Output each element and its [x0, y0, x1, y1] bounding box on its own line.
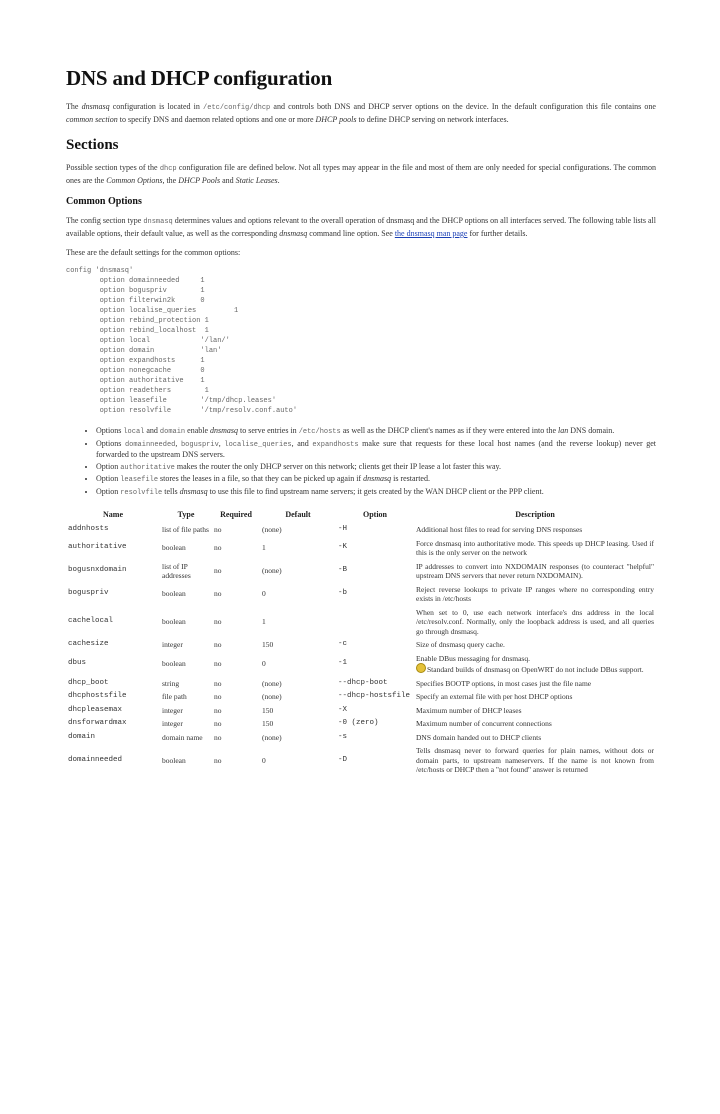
- table-row: [66, 583, 656, 606]
- cell-default: (none): [262, 566, 282, 576]
- warning-note-icon: [416, 663, 426, 673]
- cell-description: Force dnsmasq into authoritative mode. This speeds up DHCP leasing. Used if this is the only server on the network: [416, 538, 654, 557]
- table-row: [66, 704, 656, 718]
- cell-default: (none): [262, 678, 282, 688]
- cell-default: 150: [262, 705, 274, 715]
- list-item: • Option leasefile stores the leases in a file, so that they can be picked up again if dnsmasq is restarted.: [96, 474, 656, 486]
- intro-paragraph: The dnsmasq configuration is located in /etc/config/dhcp and controls both DNS and DHCP server options on the device. In the default configuration this file contains one common section to specify DNS and daemon related options and one or more DHCP pools to define DHCP serving on network interfaces.: [66, 102, 656, 124]
- options-table: [66, 508, 656, 777]
- cell-default: 150: [262, 719, 274, 728]
- cell-option: -B: [338, 566, 348, 575]
- cell-option: -1: [338, 659, 348, 668]
- cell-name: cachelocal: [68, 617, 114, 625]
- table-row: [66, 717, 656, 731]
- cell-name: dnsforwardmax: [68, 719, 127, 727]
- app-name: dnsmasq: [81, 102, 110, 111]
- cell-description: Size of dnsmasq query cache.: [416, 640, 505, 649]
- table-row: [66, 537, 656, 560]
- cell-name: domainneeded: [68, 755, 123, 764]
- cell-default: 150: [262, 640, 274, 649]
- column-header-option: Option: [362, 510, 387, 519]
- cell-description: Additional host files to read for serving DNS responses: [416, 525, 583, 534]
- cell-type: integer: [162, 719, 183, 728]
- cell-required: no: [214, 566, 222, 576]
- cell-required: no: [214, 705, 222, 715]
- cell-default: (none): [262, 732, 282, 742]
- cell-default: 0: [262, 659, 266, 669]
- cell-name: dhcpleasemax: [68, 705, 123, 714]
- table-header-row: [66, 508, 656, 523]
- cell-required: no: [214, 617, 222, 626]
- cell-type: integer: [162, 640, 183, 649]
- cell-description: Specifies BOOTP options, in most cases just the file name: [416, 678, 592, 688]
- column-header-name: Name: [103, 510, 123, 519]
- cell-default: (none): [262, 525, 282, 534]
- cell-description: Reject reverse lookups to private IP ranges where no corresponding entry exists in /etc/hosts: [416, 584, 654, 603]
- cell-type: boolean: [162, 755, 186, 765]
- cell-required: no: [214, 678, 222, 688]
- table-row: [66, 731, 656, 745]
- cell-required: no: [214, 732, 222, 742]
- cell-type: boolean: [162, 589, 186, 599]
- table-row: [66, 652, 656, 677]
- cell-type: boolean: [162, 659, 186, 669]
- cell-required: no: [214, 719, 222, 728]
- cell-name: bogusnxdomain: [68, 566, 127, 575]
- cell-option: -s: [338, 732, 348, 741]
- cell-option: --dhcp-hostsfile: [338, 692, 411, 700]
- cell-type: domain name: [162, 732, 203, 742]
- cell-default: (none): [262, 692, 282, 701]
- cell-default: 1: [262, 617, 266, 626]
- cell-type: boolean: [162, 543, 186, 553]
- table-row: [66, 744, 656, 777]
- table-row: [66, 638, 656, 652]
- cell-option: [336, 606, 414, 639]
- column-header-description: Description: [515, 510, 555, 519]
- cell-name: dhcp_boot: [68, 678, 109, 687]
- cell-name: dhcphostsfile: [68, 692, 127, 700]
- cell-required: no: [214, 692, 222, 701]
- cell-option: -X: [338, 705, 348, 714]
- cell-type: integer: [162, 705, 183, 715]
- common-options-paragraph: The config section type dnsmasq determines values and options relevant to the overall operation of dnsmasq and the DHCP options on all interfaces served. The following table lists all available options, their default value, as well as the corresponding dnsmasq command line option. See the dnsmasq man page for further details.: [66, 216, 657, 238]
- cell-required: no: [214, 659, 222, 669]
- cell-required: no: [214, 525, 222, 534]
- cell-default: 1: [262, 543, 266, 553]
- config-path: /etc/config/dhcp: [203, 104, 271, 112]
- options-bullet-list: [66, 426, 656, 498]
- list-item: • Options local and domain enable dnsmasq to serve entries in /etc/hosts as well as the DHCP client's names as if they were entered into the lan DNS domain.: [96, 426, 656, 438]
- cell-description: Enable DBus messaging for dnsmasq. Standard builds of dnsmasq on OpenWRT do not include DBus support.: [416, 653, 644, 674]
- page-title: DNS and DHCP configuration: [66, 66, 333, 90]
- cell-option: -0 (zero): [338, 719, 379, 727]
- cell-required: no: [214, 589, 222, 599]
- cell-required: no: [214, 640, 222, 649]
- cell-default: 0: [262, 589, 266, 599]
- default-config-code-block: config 'dnsmasq' option domainneeded 1 option boguspriv 1 option filterwin2k 0 option localise_queries 1 option rebind_protection 1 option rebind_localhost 1 option local '/lan/' option domain 'lan' option expandhosts 1 option nonegcache 0 option authoritative 1 option readethers 1 option leasefile '/tmp/dhcp.leases' option resolvfile '/tmp/resolv.conf.auto': [66, 267, 298, 415]
- cell-description: Specify an external file with per host DHCP options: [416, 692, 573, 701]
- cell-required: no: [214, 543, 222, 553]
- cell-option: -c: [338, 640, 348, 648]
- cell-type: boolean: [162, 617, 186, 626]
- cell-description: Tells dnsmasq never to forward queries for plain names, without dots or domain parts, to upstream nameservers. If the name is not known from /etc/hosts or DHCP then a "not found" answer is returned: [416, 746, 654, 774]
- cell-name: dbus: [68, 659, 87, 668]
- column-header-default: Default: [285, 510, 311, 519]
- sections-paragraph: Possible section types of the dhcp configuration file are defined below. Not all types may appear in the file and most of them are only needed for special configurations. The common ones are the Common Options, the DHCP Pools and Static Leases.: [66, 163, 657, 185]
- dnsmasq-man-page-link[interactable]: the dnsmasq man page: [394, 229, 468, 238]
- cell-option: -D: [338, 755, 348, 764]
- cell-option: -K: [338, 543, 348, 552]
- cell-name: addnhosts: [68, 525, 109, 533]
- defaults-intro: These are the default settings for the common options:: [66, 248, 241, 257]
- column-header-type: Type: [177, 510, 195, 519]
- cell-type: list of file paths: [162, 525, 209, 534]
- document-page: [66, 66, 656, 777]
- cell-description: Maximum number of concurrent connections: [416, 719, 552, 728]
- column-header-required: Required: [220, 510, 252, 519]
- cell-description: When set to 0, use each network interface's dns address in the local /etc/resolv.conf. Normally, only the loopback address is used, and all queries go through dnsmasq.: [416, 607, 654, 636]
- cell-name: boguspriv: [68, 589, 109, 598]
- cell-type: file path: [162, 692, 187, 701]
- cell-default: 0: [262, 755, 266, 765]
- cell-name: domain: [68, 732, 96, 741]
- cell-name: cachesize: [68, 640, 109, 648]
- list-item: • Option resolvfile tells dnsmasq to use this file to find upstream name servers; it gets created by the WAN DHCP client or the PPP client.: [96, 487, 656, 499]
- list-item: • Options domainneeded, boguspriv, localise_queries, and expandhosts make sure that requests for these local host names (and the reverse lookup) never get forwarded to the upstream DNS servers.: [96, 439, 656, 461]
- cell-option: --dhcp-boot: [338, 678, 388, 687]
- common-options-heading: Common Options: [66, 196, 142, 207]
- cell-option: -H: [338, 525, 348, 533]
- table-row: [66, 690, 656, 704]
- cell-type: list of IP addresses: [162, 561, 191, 580]
- cell-description: DNS domain handed out to DHCP clients: [416, 732, 542, 742]
- cell-required: no: [214, 755, 222, 765]
- list-item: • Option authoritative makes the router the only DHCP server on this network; clients get their IP lease a lot faster this way.: [96, 462, 656, 474]
- cell-option: -b: [338, 589, 348, 598]
- cell-name: authoritative: [68, 543, 127, 552]
- cell-type: string: [162, 678, 180, 688]
- cell-description: IP addresses to convert into NXDOMAIN responses (to counteract "helpful" upstream DNS servers that never return NXDOMAIN).: [416, 561, 654, 580]
- table-row: [66, 677, 656, 691]
- table-row: [66, 560, 656, 583]
- sections-heading: Sections: [66, 137, 119, 153]
- table-row: [66, 606, 656, 639]
- table-row: [66, 523, 656, 537]
- cell-description: Maximum number of DHCP leases: [416, 705, 522, 715]
